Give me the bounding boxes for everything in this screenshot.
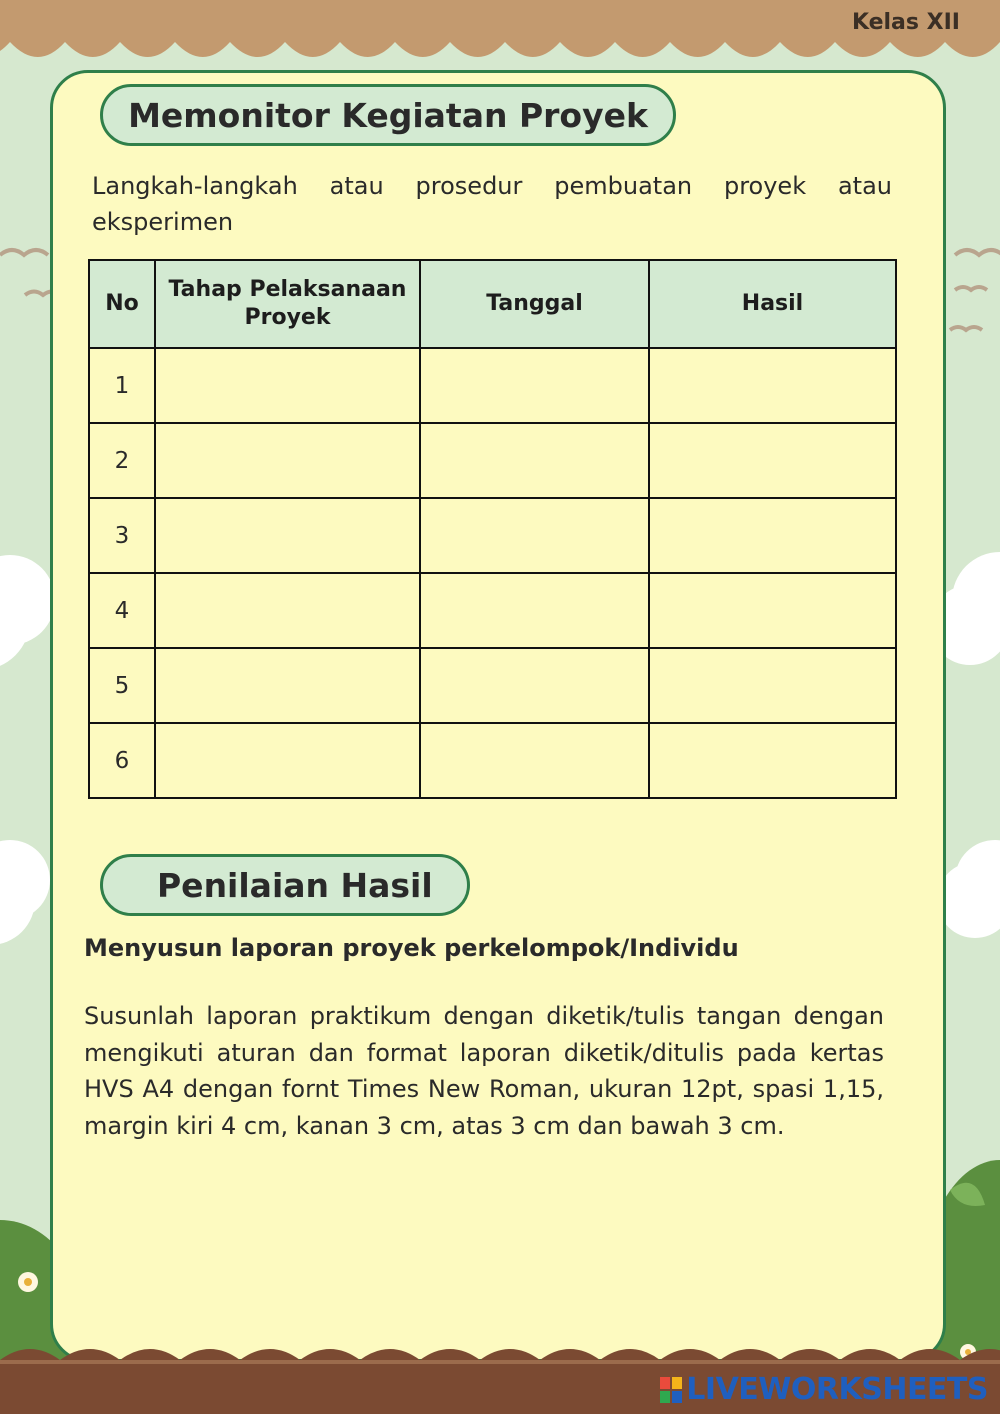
intro-text: Langkah-langkah atau prosedur pembuatan proyek atau eksperimen xyxy=(92,172,892,236)
section-title-assessment: Penilaian Hasil xyxy=(100,854,470,916)
result-cell[interactable] xyxy=(649,498,896,573)
row-number: 3 xyxy=(89,498,155,573)
report-subheading: Menyusun laporan proyek perkelompok/Individu xyxy=(84,934,739,962)
row-number: 4 xyxy=(89,573,155,648)
result-cell[interactable] xyxy=(649,348,896,423)
table-row xyxy=(89,648,896,723)
stage-cell[interactable] xyxy=(155,423,420,498)
section-title-monitoring: Memonitor Kegiatan Proyek xyxy=(100,84,676,146)
date-cell[interactable] xyxy=(420,648,649,723)
stage-cell[interactable] xyxy=(155,498,420,573)
report-instructions: Susunlah laporan praktikum dengan diketik/tulis tangan dengan mengikuti aturan dan format laporan diketik/ditulis pada kertas HVS A4 dengan fornt Times New Roman, ukuran 12pt, spasi 1,15, margin kiri 4 cm, kanan 3 cm, atas 3 cm dan bawah 3 cm. xyxy=(84,1002,884,1140)
brand-text: LIVEWORKSHEETS xyxy=(686,1372,988,1407)
table-row xyxy=(89,348,896,423)
stage-cell[interactable] xyxy=(155,348,420,423)
top-scallop-band xyxy=(0,0,1000,80)
table-row xyxy=(89,498,896,573)
table-row xyxy=(89,723,896,798)
stage-cell[interactable] xyxy=(155,723,420,798)
row-number: 6 xyxy=(89,723,155,798)
stage-cell[interactable] xyxy=(155,648,420,723)
date-cell[interactable] xyxy=(420,423,649,498)
column-header-date: Tanggal xyxy=(420,260,649,348)
table-row xyxy=(89,573,896,648)
table-header-row xyxy=(89,260,896,348)
cloud-left xyxy=(0,555,55,945)
column-header-stage: Tahap Pelaksanaan Proyek xyxy=(155,260,420,348)
table-row xyxy=(89,423,896,498)
date-cell[interactable] xyxy=(420,723,649,798)
result-cell[interactable] xyxy=(649,573,896,648)
date-cell[interactable] xyxy=(420,498,649,573)
row-number: 5 xyxy=(89,648,155,723)
result-cell[interactable] xyxy=(649,723,896,798)
liveworksheets-logo[interactable] xyxy=(660,1372,988,1407)
stage-cell[interactable] xyxy=(155,573,420,648)
date-cell[interactable] xyxy=(420,348,649,423)
result-cell[interactable] xyxy=(649,423,896,498)
grade-label: Kelas XII xyxy=(851,10,960,35)
row-number: 2 xyxy=(89,423,155,498)
liveworksheets-icon xyxy=(660,1377,682,1403)
column-header-result: Hasil xyxy=(649,260,896,348)
column-header-no: No xyxy=(89,260,155,348)
date-cell[interactable] xyxy=(420,573,649,648)
row-number: 1 xyxy=(89,348,155,423)
project-monitoring-table xyxy=(88,259,897,799)
result-cell[interactable] xyxy=(649,648,896,723)
